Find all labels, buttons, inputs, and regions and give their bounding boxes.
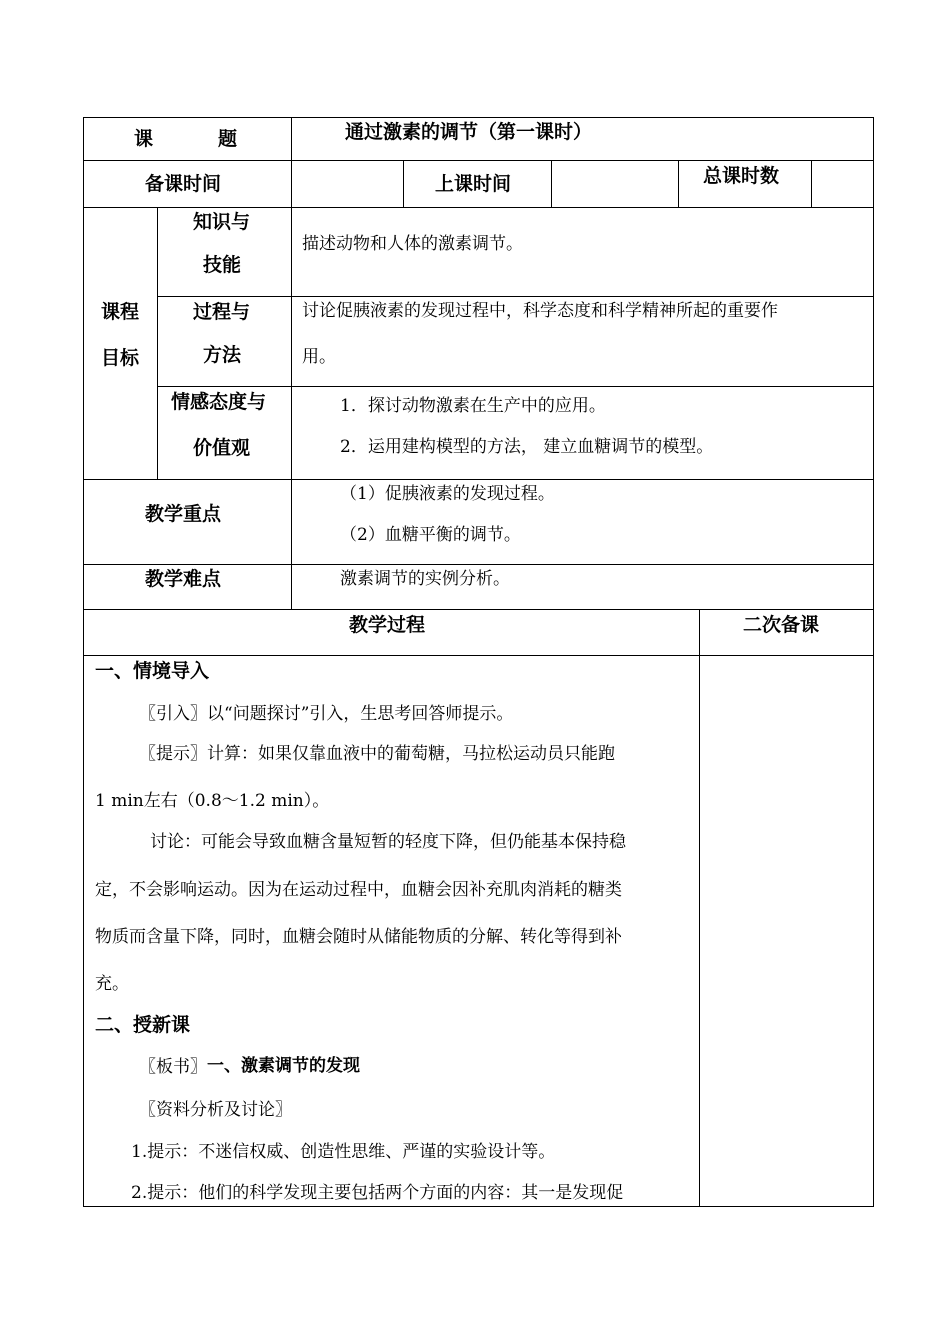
hint-line-1: 〖提示〗计算：如果仅靠血液中的葡萄糖，马拉松运动员只能跑 xyxy=(139,744,615,764)
knowledge-text: 描述动物和人体的激素调节。 xyxy=(302,234,523,254)
table-col-label xyxy=(291,117,292,610)
section-2-title: 二、授新课 xyxy=(95,1014,191,1036)
emotion-item-2: 2．运用建构模型的方法， 建立血糖调节的模型。 xyxy=(340,437,714,457)
table-rule-objectives xyxy=(83,479,874,480)
topic-value: 通过激素的调节（第一课时） xyxy=(345,121,593,143)
process-label-line2: 方法 xyxy=(203,344,242,366)
class-time-label: 上课时间 xyxy=(435,173,512,195)
point-2: 2.提示：他们的科学发现主要包括两个方面的内容：其一是发现促 xyxy=(131,1183,624,1203)
key-points-label: 教学重点 xyxy=(145,503,222,525)
hint-line-2: 1 min左右（0.8～1.2 min）。 xyxy=(95,791,330,811)
table-rule-topic xyxy=(83,160,874,161)
key-point-1: （1）促胰液素的发现过程。 xyxy=(340,484,555,504)
process-text-line2: 用。 xyxy=(302,347,336,367)
table-col-time-a xyxy=(403,160,404,208)
emotion-label-line2: 价值观 xyxy=(193,437,251,459)
discussion-line-3: 物质而含量下降，同时，血糖会随时从储能物质的分解、转化等得到补 xyxy=(95,927,622,947)
table-col-objective-sub xyxy=(157,207,158,480)
topic-label-a: 课 xyxy=(134,128,154,150)
key-point-2: （2）血糖平衡的调节。 xyxy=(340,525,521,545)
table-rule-difficulty xyxy=(83,609,874,610)
objectives-label-line1: 课程 xyxy=(101,301,140,323)
table-rule-time xyxy=(83,207,874,208)
section-1-title: 一、情境导入 xyxy=(95,660,210,682)
difficulty-text: 激素调节的实例分析。 xyxy=(340,569,510,589)
table-border-top xyxy=(83,117,874,118)
emotion-label-line1: 情感态度与 xyxy=(171,391,267,413)
analysis-heading: 〖资料分析及讨论〗 xyxy=(139,1100,292,1120)
board-prefix: 〖板书〗 xyxy=(139,1057,207,1077)
total-hours-label: 总课时数 xyxy=(703,165,780,187)
board-title: 一、激素调节的发现 xyxy=(207,1056,360,1076)
discussion-line-4: 充。 xyxy=(95,974,129,994)
table-border-right xyxy=(873,117,874,1207)
point-1: 1.提示：不迷信权威、创造性思维、严谨的实验设计等。 xyxy=(131,1142,556,1162)
topic-label-b: 题 xyxy=(218,128,238,150)
intro-text: 〖引入〗以“问题探讨”引入，生思考回答师提示。 xyxy=(139,704,514,724)
discussion-line-2: 定，不会影响运动。因为在运动过程中，血糖会因补充肌肉消耗的糖类 xyxy=(95,880,622,900)
table-col-time-d xyxy=(811,160,812,208)
table-border-left xyxy=(83,117,84,1207)
table-col-time-b xyxy=(551,160,552,208)
table-col-revision xyxy=(699,609,700,1207)
discussion-line-1: 讨论：可能会导致血糖含量短暂的轻度下降，但仍能基本保持稳 xyxy=(150,832,626,852)
objectives-label-line2: 目标 xyxy=(101,347,140,369)
knowledge-label-line1: 知识与 xyxy=(193,211,251,233)
table-col-time-c xyxy=(678,160,679,208)
process-header: 教学过程 xyxy=(349,614,426,636)
emotion-item-1: 1．探讨动物激素在生产中的应用。 xyxy=(340,396,606,416)
knowledge-label-line2: 技能 xyxy=(203,254,242,276)
table-rule-process xyxy=(157,386,874,387)
table-rule-knowledge xyxy=(157,296,874,297)
table-rule-process-header xyxy=(83,655,874,656)
table-rule-keypoints xyxy=(83,564,874,565)
process-label-line1: 过程与 xyxy=(193,301,251,323)
process-text-line1: 讨论促胰液素的发现过程中，科学态度和科学精神所起的重要作 xyxy=(302,301,778,321)
prep-time-label: 备课时间 xyxy=(145,173,222,195)
difficulty-label: 教学难点 xyxy=(145,568,222,590)
revision-header: 二次备课 xyxy=(743,614,820,636)
table-border-bottom xyxy=(83,1206,874,1207)
